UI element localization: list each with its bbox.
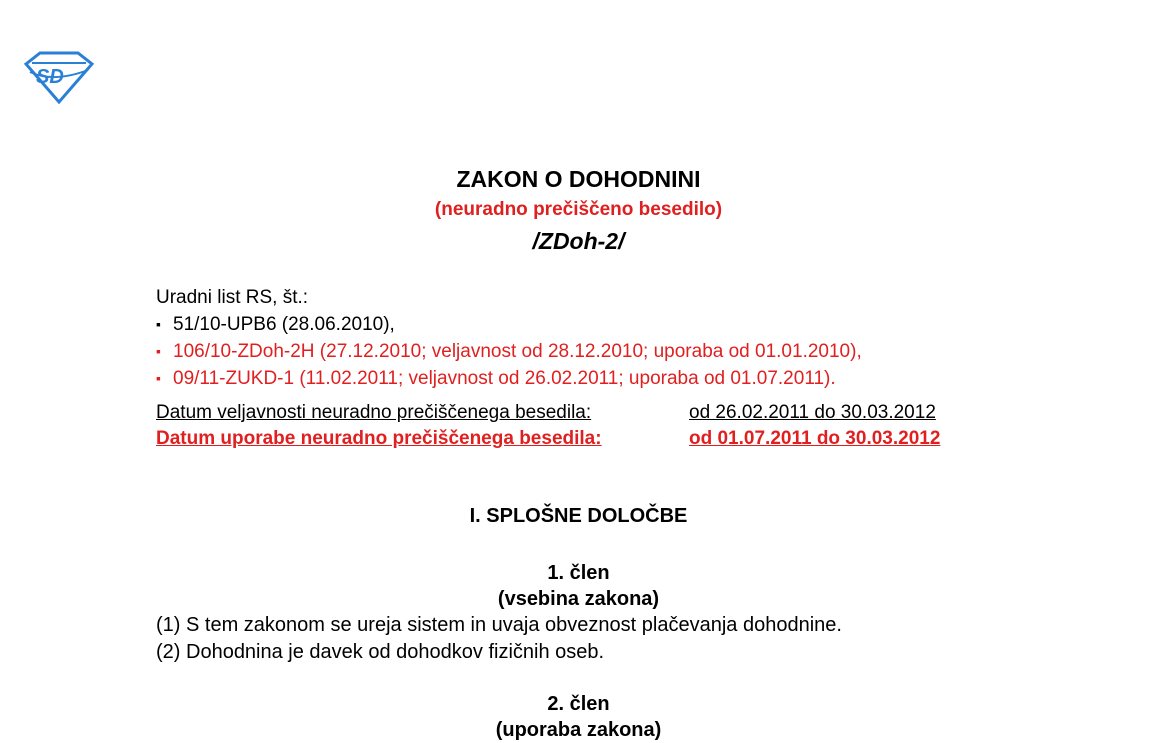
sd-logo: [22, 50, 96, 104]
article-1-paragraph: (2) Dohodnina je davek od dohodkov fizičnih oseb.: [156, 641, 605, 663]
article-2-header: [0, 691, 1157, 743]
validity-value: od 26.02.2011 do 30.03.2012: [689, 402, 936, 423]
section-title: I. SPLOŠNE DOLOČBE: [469, 505, 688, 527]
validity-row: [156, 400, 1056, 426]
bullet-icon: ▪: [156, 316, 161, 332]
document-code: /ZDoh-2/: [532, 228, 625, 254]
gazette-item-text: 106/10-ZDoh-2H (27.12.2010; veljavnost od 28.12.2010; uporaba od 01.01.2010),: [173, 341, 862, 362]
gazette-item-text: 51/10-UPB6 (28.06.2010),: [173, 314, 395, 335]
article-1-body: [156, 612, 1056, 666]
gazette-item: [156, 365, 1056, 392]
document-title: ZAKON O DOHODNINI: [456, 166, 701, 192]
use-row: [156, 426, 1056, 452]
article-1-paragraph: (1) S tem zakonom se ureja sistem in uvaja obveznost plačevanja dohodnine.: [156, 614, 842, 636]
use-value: od 01.07.2011 do 30.03.2012: [689, 428, 941, 449]
use-label: Datum uporabe neuradno prečiščenega besedila:: [156, 428, 602, 449]
document-subtitle: (neuradno prečiščeno besedilo): [434, 199, 723, 220]
bullet-icon: ▪: [156, 343, 161, 359]
gazette-item-text: 09/11-ZUKD-1 (11.02.2011; veljavnost od 26.02.2011; uporaba od 01.07.2011).: [173, 368, 836, 389]
gazette-item: [156, 311, 1056, 338]
bullet-icon: ▪: [156, 370, 161, 386]
article-1-number: 1. člen: [547, 562, 610, 584]
article-1-header: [0, 560, 1157, 612]
article-2-heading: (uporaba zakona): [495, 719, 662, 741]
validity-label: Datum veljavnosti neuradno prečiščenega besedila:: [156, 402, 592, 423]
article-2-number: 2. člen: [547, 693, 610, 715]
gazette-item: [156, 338, 1056, 365]
dates-block: [156, 400, 1056, 452]
gazette-intro: Uradni list RS, št.:: [156, 287, 309, 308]
svg-text:SD: SD: [36, 66, 64, 88]
gazette-list: [156, 284, 1056, 392]
article-1-heading: (vsebina zakona): [497, 588, 660, 610]
